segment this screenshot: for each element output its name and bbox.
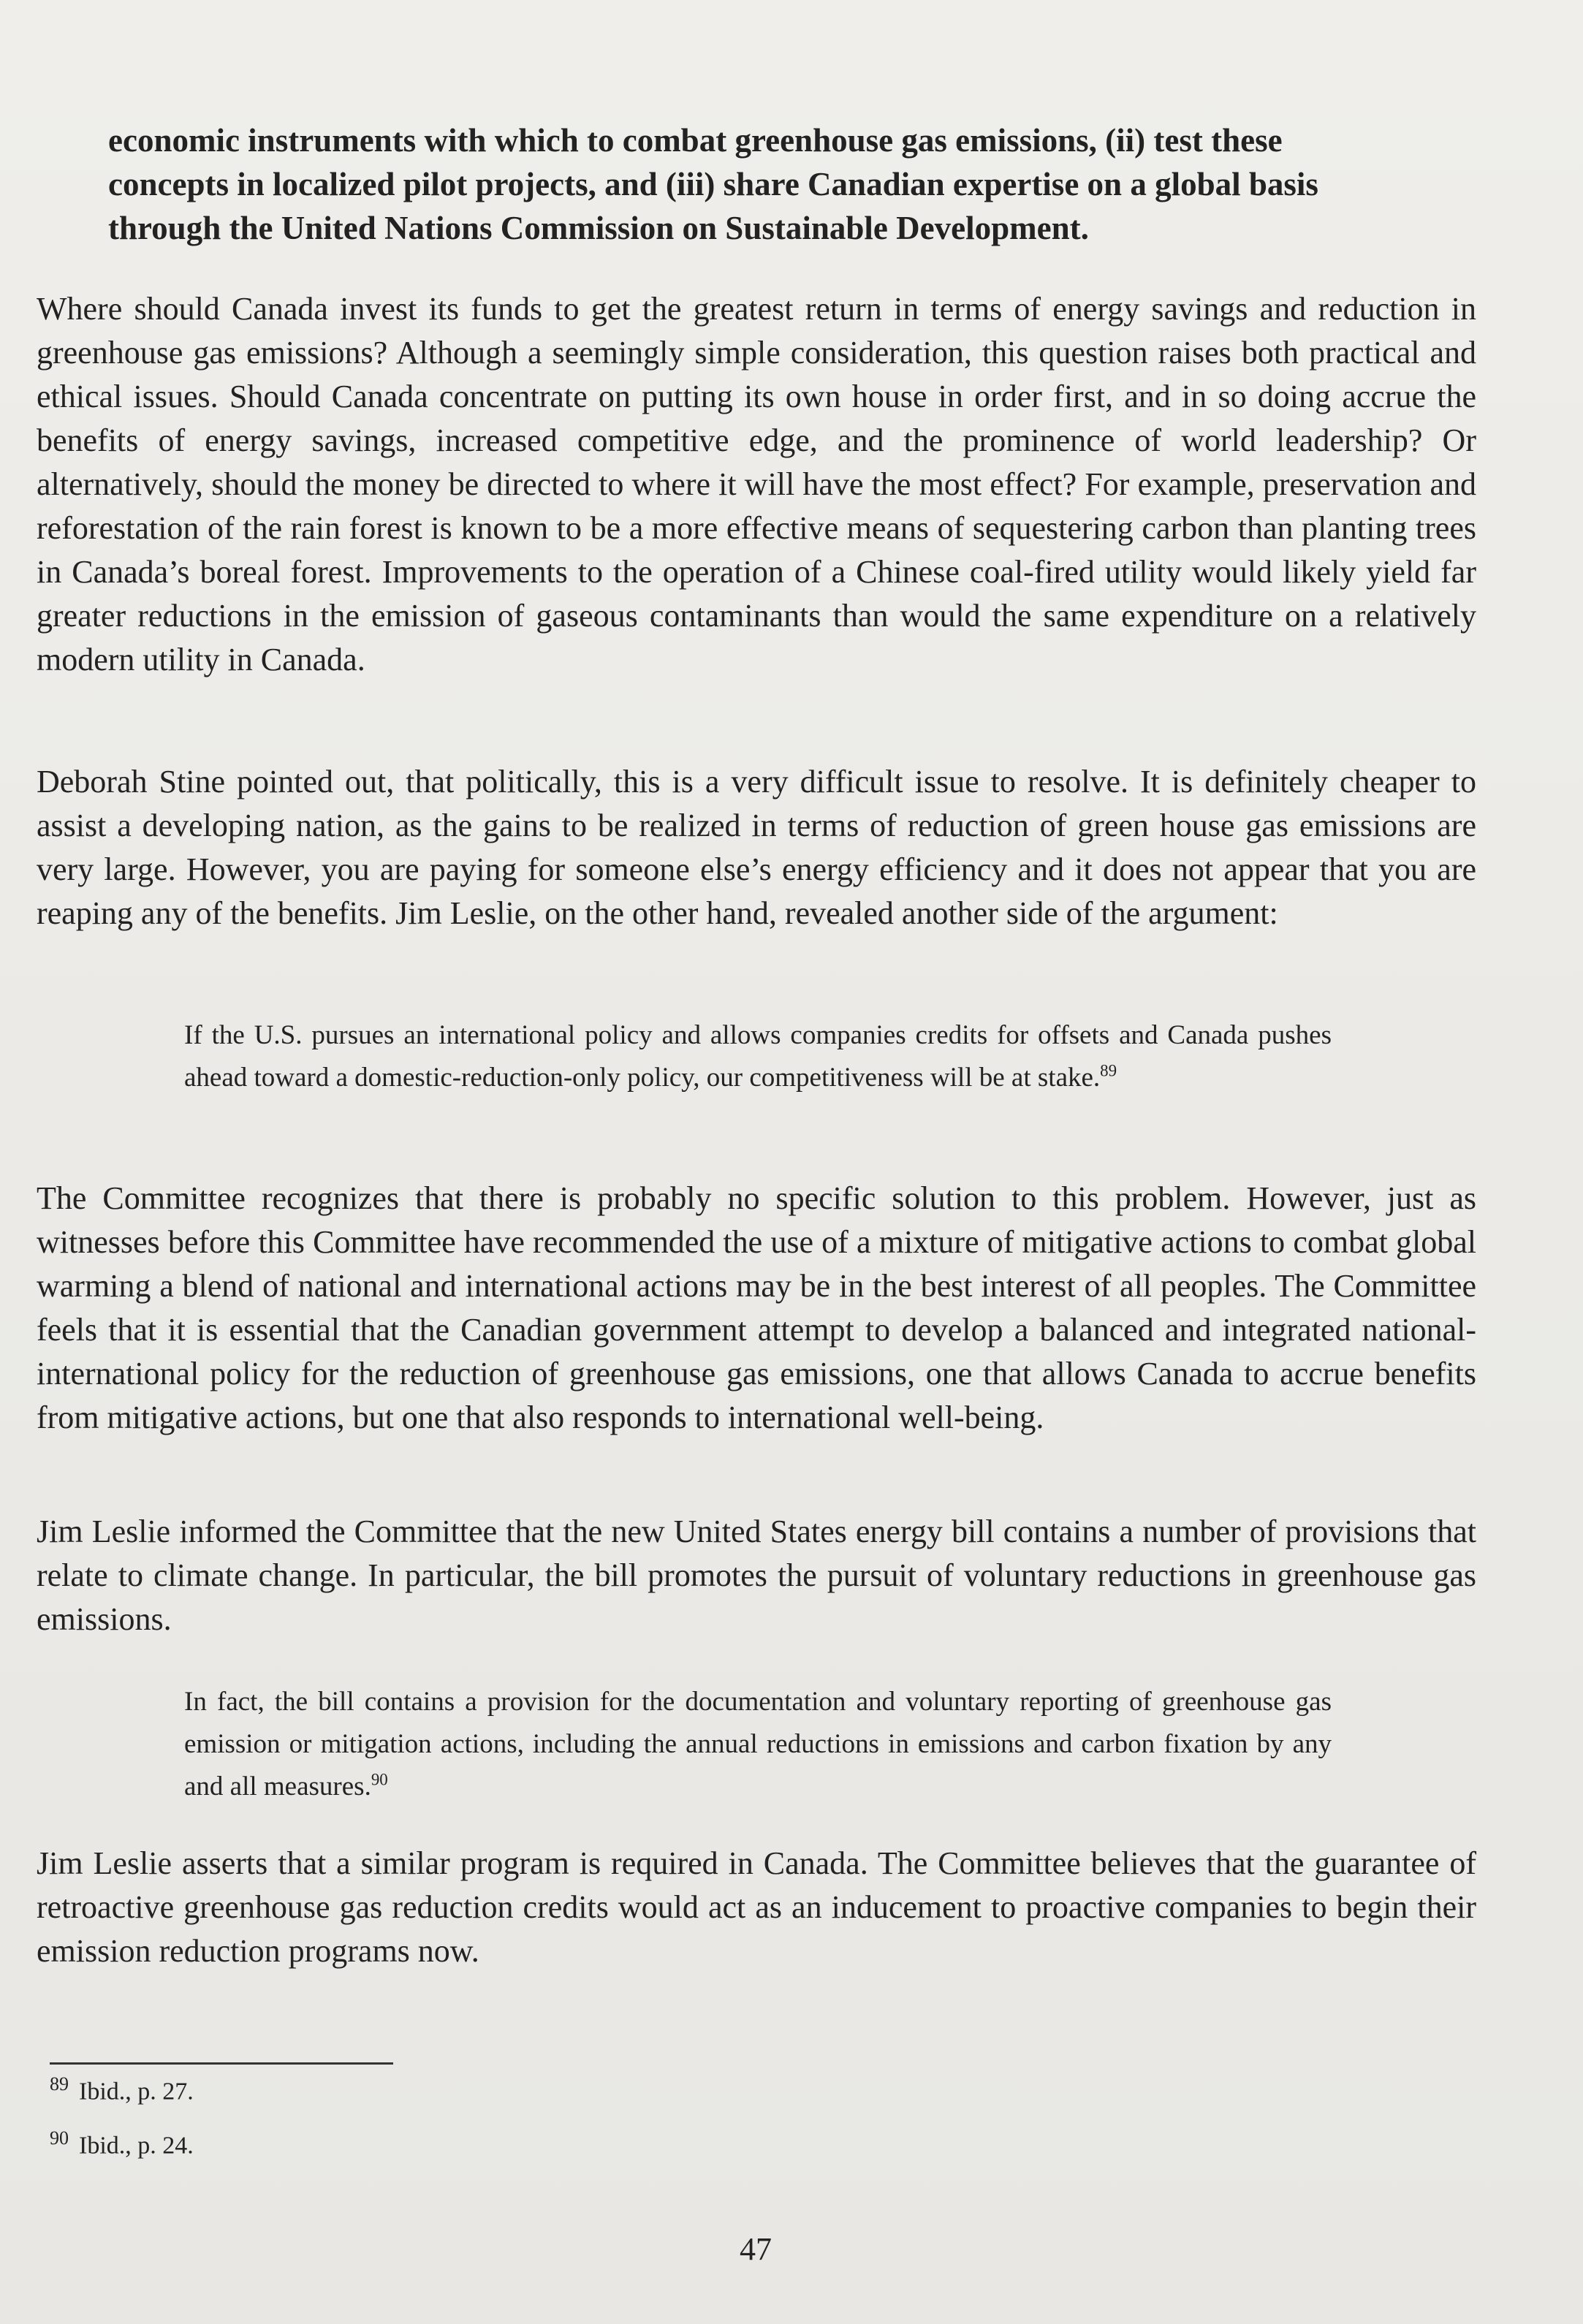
block-quote-competitiveness: [184, 1014, 1332, 1099]
footnote-90: [50, 2122, 194, 2162]
footnote-text: Ibid., p. 27.: [79, 2078, 194, 2105]
paragraph-deborah-stine: Deborah Stine pointed out, that politically, this is a very difficult issue to resolve. It is definitely cheaper to assist a developing nation, as the gains to be realized in terms of reduction of green house gas emissions are very large. However, you are paying for someone else’s energy efficiency and it does not appear that you are reaping any of the benefits. Jim Leslie, on the other hand, revealed another side of the argument:: [37, 764, 1476, 931]
footnote-text: Ibid., p. 24.: [79, 2132, 194, 2160]
footnote-divider: [50, 2062, 393, 2065]
page-number: 47: [740, 2231, 772, 2267]
quote-text: If the U.S. pursues an international policy and allows companies credits for offsets and Canada pushes ahead toward a domestic-reduction-only policy, our competitiveness will be at stake.: [184, 1020, 1332, 1093]
footnote-ref-90: 90: [371, 1770, 388, 1789]
footnote-number: 90: [50, 2127, 69, 2149]
block-quote-documentation: [184, 1681, 1332, 1808]
footnote-ref-89: 89: [1100, 1061, 1117, 1080]
bold-lead-paragraph: economic instruments with which to combat greenhouse gas emissions, (ii) test these concepts in localized pilot projects, and (iii) share Canadian expertise on a global basis through the United Nations Commission on Sustainable Development.: [108, 122, 1318, 246]
quote-text: In fact, the bill contains a provision for the documentation and voluntary reporting of greenhouse gas emission or mitigation actions, including the annual reductions in emissions and carbon fixation by any and all measures.: [184, 1687, 1332, 1801]
footnote-89: [50, 2068, 194, 2108]
paragraph-us-energy-bill: Jim Leslie informed the Committee that the new United States energy bill contains a number of provisions that relate to climate change. In particular, the bill promotes the pursuit of voluntary reductions in greenhouse gas emissions.: [37, 1514, 1476, 1637]
paragraph-committee-recognizes: The Committee recognizes that there is probably no specific solution to this problem. However, just as witnesses before this Committee have recommended the use of a mixture of mitigative actions to combat global warming a blend of national and international actions may be in the best interest of all peoples. The Committee feels that it is essential that the Canadian government attempt to develop a balanced and integrated national-international policy for the reduction of greenhouse gas emissions, one that allows Canada to accrue benefits from mitigative actions, but one that also responds to international well-being.: [37, 1180, 1476, 1435]
paragraph-funding-question: Where should Canada invest its funds to get the greatest return in terms of energy savings and reduction in greenhouse gas emissions? Although a seemingly simple consideration, this question raises both practical and ethical issues. Should Canada concentrate on putting its own house in order first, and in so doing accrue the benefits of energy savings, increased competitive edge, and the prominence of world leadership? Or alternatively, should the money be directed to where it will have the most effect? For example, preservation and reforestation of the rain forest is known to be a more effective means of sequestering carbon than planting trees in Canada’s boreal forest. Improvements to the operation of a Chinese coal-fired utility would likely yield far greater reductions in the emission of gaseous contaminants than would the same expenditure on a relatively modern utility in Canada.: [37, 291, 1476, 677]
footnote-number: 89: [50, 2073, 69, 2095]
paragraph-similar-program: Jim Leslie asserts that a similar program is required in Canada. The Committee believes that the guarantee of retroactive greenhouse gas reduction credits would act as an inducement to proactive companies to begin their emission reduction programs now.: [37, 1845, 1476, 1969]
